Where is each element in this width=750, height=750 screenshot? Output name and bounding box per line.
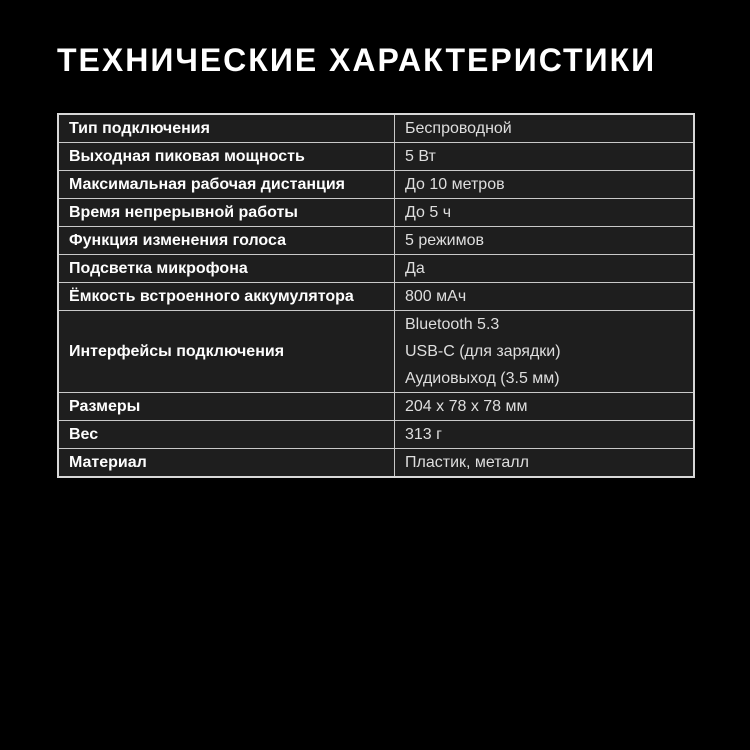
spec-value-line: Аудиовыход (3.5 мм)	[405, 370, 560, 387]
table-row	[58, 199, 694, 227]
table-row	[58, 143, 694, 171]
spec-table	[57, 113, 695, 478]
page-title: ТЕХНИЧЕСКИЕ ХАРАКТЕРИСТИКИ	[57, 42, 657, 78]
spec-value	[395, 227, 695, 255]
spec-table-body	[58, 114, 694, 477]
table-row	[58, 255, 694, 283]
table-row	[58, 421, 694, 449]
spec-value-line: До 5 ч	[405, 204, 452, 221]
spec-label: Интерфейсы подключения	[58, 311, 395, 393]
table-row	[58, 283, 694, 311]
spec-label: Вес	[58, 421, 395, 449]
spec-value-line: 5 режимов	[405, 232, 484, 249]
spec-value-line: 204 x 78 x 78 мм	[405, 398, 528, 415]
spec-label: Функция изменения голоса	[58, 227, 395, 255]
spec-value	[395, 171, 695, 199]
spec-value	[395, 143, 695, 171]
spec-value	[395, 255, 695, 283]
spec-value-line: Bluetooth 5.3	[405, 316, 500, 333]
spec-value	[395, 283, 695, 311]
spec-value-line: 800 мАч	[405, 288, 467, 305]
spec-value	[395, 311, 695, 393]
spec-value-line: До 10 метров	[405, 176, 505, 193]
spec-label: Размеры	[58, 393, 395, 421]
spec-label: Ёмкость встроенного аккумулятора	[58, 283, 395, 311]
spec-value-line: 313 г	[405, 426, 442, 443]
table-row	[58, 449, 694, 478]
spec-value	[395, 449, 695, 478]
spec-label: Материал	[58, 449, 395, 478]
spec-label: Время непрерывной работы	[58, 199, 395, 227]
spec-label: Максимальная рабочая дистанция	[58, 171, 395, 199]
spec-value-line: Пластик, металл	[405, 454, 529, 471]
table-row	[58, 393, 694, 421]
spec-label: Тип подключения	[58, 114, 395, 143]
spec-value-line: USB-C (для зарядки)	[405, 343, 561, 360]
table-row	[58, 311, 694, 393]
spec-value	[395, 199, 695, 227]
spec-value-line: Беспроводной	[405, 120, 512, 137]
table-row	[58, 114, 694, 143]
spec-label: Выходная пиковая мощность	[58, 143, 395, 171]
spec-value-line: 5 Вт	[405, 148, 436, 165]
table-row	[58, 227, 694, 255]
spec-label: Подсветка микрофона	[58, 255, 395, 283]
spec-value-line: Да	[405, 260, 425, 277]
spec-value	[395, 421, 695, 449]
spec-value	[395, 114, 695, 143]
table-row	[58, 171, 694, 199]
spec-value	[395, 393, 695, 421]
